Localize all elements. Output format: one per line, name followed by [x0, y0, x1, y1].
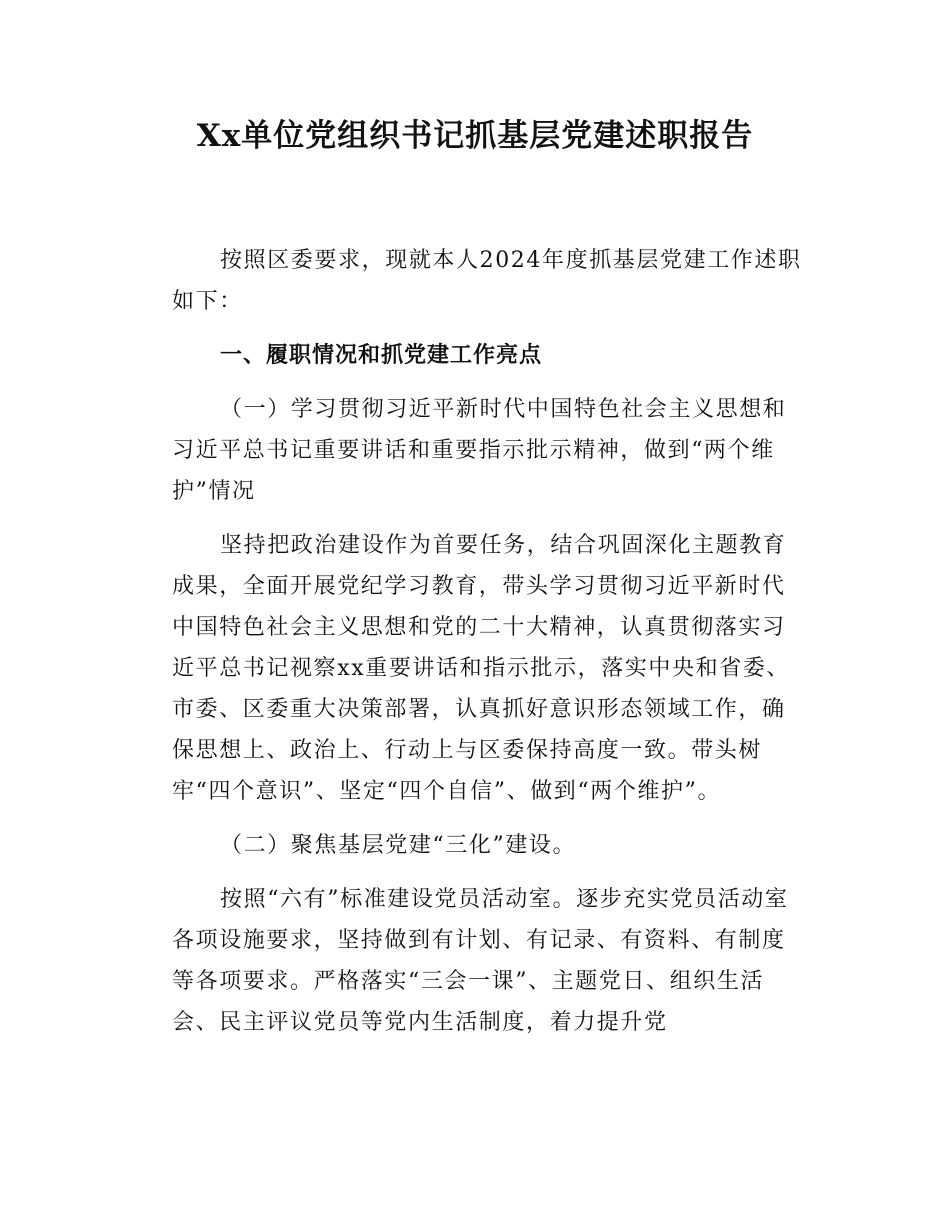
- body-paragraph-activity-room: 按照“六有”标准建设党员活动室。逐步充实党员活动室各项设施要求，坚持做到有计划、有记录、有资料、有制度等各项要求。严格落实“三会一课”、主题党日、组织生活会、民主评议党员等党内生活制度，着力提升党: [172, 887, 789, 1035]
- document-title: Xx单位党组织书记抓基层党建述职报告: [196, 118, 754, 154]
- document-body: [172, 240, 802, 1056]
- section-heading-1: 一、履职情况和抓党建工作亮点: [220, 343, 543, 368]
- body-paragraph-political: 坚持把政治建设作为首要任务，结合巩固深化主题教育成果，全面开展党纪学习教育，带头学习贯彻习近平新时代中国特色社会主义思想和党的二十大精神，认真贯彻落实习近平总书记视察xx重要讲话和指示批示，落实中央和省委、市委、区委重大决策部署，认真抓好意识形态领域工作，确保思想上、政治上、行动上与区委保持高度一致。带头树牢“四个意识”、坚定“四个自信”、做到“两个维护”。: [172, 533, 791, 804]
- intro-paragraph: 按照区委要求，现就本人2024年度抓基层党建工作述职如下：: [172, 248, 802, 314]
- subsection-heading-2: （二）聚焦基层党建“三化”建设。: [220, 833, 577, 858]
- subsection-heading-1: （一）学习贯彻习近平新时代中国特色社会主义思想和习近平总书记重要讲话和重要指示批示精神，做到“两个维护”情况: [172, 397, 787, 504]
